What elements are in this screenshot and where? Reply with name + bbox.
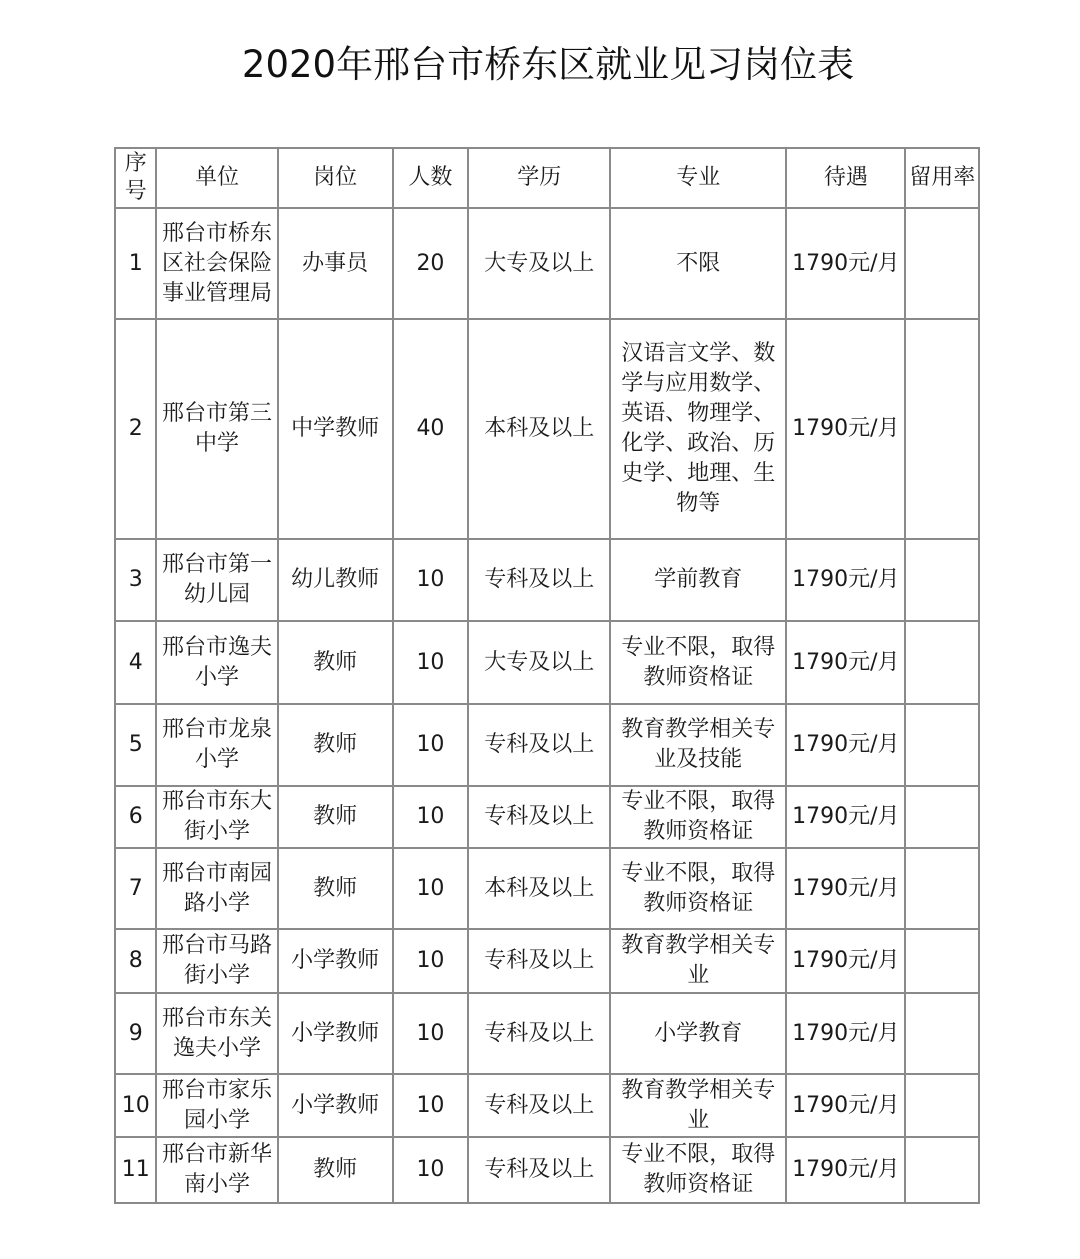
header-count: 人数 bbox=[393, 148, 469, 208]
cell-seq: 3 bbox=[115, 539, 156, 621]
cell-retention bbox=[905, 929, 979, 993]
cell-seq: 10 bbox=[115, 1074, 156, 1137]
cell-count: 10 bbox=[393, 929, 469, 993]
cell-pay: 1790元/月 bbox=[786, 848, 905, 929]
table-row bbox=[115, 1137, 979, 1203]
header-pay: 待遇 bbox=[786, 148, 905, 208]
header-major: 专业 bbox=[610, 148, 786, 208]
cell-seq: 2 bbox=[115, 319, 156, 539]
cell-major: 学前教育 bbox=[610, 539, 786, 621]
table-row bbox=[115, 929, 979, 993]
cell-unit: 邢台市第一幼儿园 bbox=[156, 539, 277, 621]
cell-unit: 邢台市东关逸夫小学 bbox=[156, 993, 277, 1074]
cell-count: 10 bbox=[393, 1074, 469, 1137]
cell-pay: 1790元/月 bbox=[786, 993, 905, 1074]
cell-major: 教育教学相关专业 bbox=[610, 929, 786, 993]
cell-unit: 邢台市东大街小学 bbox=[156, 786, 277, 848]
cell-education: 专科及以上 bbox=[468, 993, 610, 1074]
cell-retention bbox=[905, 539, 979, 621]
table-row bbox=[115, 704, 979, 786]
cell-seq: 11 bbox=[115, 1137, 156, 1203]
cell-post: 幼儿教师 bbox=[278, 539, 393, 621]
cell-education: 大专及以上 bbox=[468, 208, 610, 319]
cell-pay: 1790元/月 bbox=[786, 208, 905, 319]
cell-retention bbox=[905, 621, 979, 704]
internship-positions-table bbox=[114, 147, 980, 1204]
header-post: 岗位 bbox=[278, 148, 393, 208]
cell-unit: 邢台市马路街小学 bbox=[156, 929, 277, 993]
cell-major: 教育教学相关专业及技能 bbox=[610, 704, 786, 786]
cell-unit: 邢台市桥东区社会保险事业管理局 bbox=[156, 208, 277, 319]
cell-post: 办事员 bbox=[278, 208, 393, 319]
cell-retention bbox=[905, 993, 979, 1074]
cell-unit: 邢台市第三中学 bbox=[156, 319, 277, 539]
cell-seq: 4 bbox=[115, 621, 156, 704]
cell-pay: 1790元/月 bbox=[786, 621, 905, 704]
cell-post: 教师 bbox=[278, 1137, 393, 1203]
cell-education: 专科及以上 bbox=[468, 539, 610, 621]
cell-post: 教师 bbox=[278, 786, 393, 848]
cell-seq: 8 bbox=[115, 929, 156, 993]
header-retention: 留用率 bbox=[905, 148, 979, 208]
cell-pay: 1790元/月 bbox=[786, 1137, 905, 1203]
header-seq: 序号 bbox=[115, 148, 156, 208]
cell-major: 专业不限，取得教师资格证 bbox=[610, 1137, 786, 1203]
table-row bbox=[115, 848, 979, 929]
cell-post: 小学教师 bbox=[278, 929, 393, 993]
cell-pay: 1790元/月 bbox=[786, 1074, 905, 1137]
cell-unit: 邢台市家乐园小学 bbox=[156, 1074, 277, 1137]
cell-count: 10 bbox=[393, 848, 469, 929]
cell-education: 本科及以上 bbox=[468, 319, 610, 539]
table-row bbox=[115, 1074, 979, 1137]
cell-education: 大专及以上 bbox=[468, 621, 610, 704]
cell-count: 10 bbox=[393, 621, 469, 704]
cell-retention bbox=[905, 786, 979, 848]
cell-count: 10 bbox=[393, 1137, 469, 1203]
cell-count: 10 bbox=[393, 993, 469, 1074]
cell-education: 专科及以上 bbox=[468, 1137, 610, 1203]
cell-education: 专科及以上 bbox=[468, 1074, 610, 1137]
cell-seq: 6 bbox=[115, 786, 156, 848]
cell-retention bbox=[905, 848, 979, 929]
cell-retention bbox=[905, 1137, 979, 1203]
cell-count: 10 bbox=[393, 786, 469, 848]
cell-education: 专科及以上 bbox=[468, 929, 610, 993]
cell-post: 小学教师 bbox=[278, 993, 393, 1074]
cell-retention bbox=[905, 1074, 979, 1137]
cell-post: 教师 bbox=[278, 848, 393, 929]
cell-unit: 邢台市龙泉小学 bbox=[156, 704, 277, 786]
cell-major: 专业不限，取得教师资格证 bbox=[610, 786, 786, 848]
cell-unit: 邢台市逸夫小学 bbox=[156, 621, 277, 704]
cell-pay: 1790元/月 bbox=[786, 704, 905, 786]
cell-count: 10 bbox=[393, 704, 469, 786]
document-title: 2020年邢台市桥东区就业见习岗位表 bbox=[241, 43, 855, 86]
cell-post: 小学教师 bbox=[278, 1074, 393, 1137]
cell-pay: 1790元/月 bbox=[786, 786, 905, 848]
table-row bbox=[115, 208, 979, 319]
cell-retention bbox=[905, 319, 979, 539]
cell-education: 本科及以上 bbox=[468, 848, 610, 929]
cell-pay: 1790元/月 bbox=[786, 319, 905, 539]
cell-major: 不限 bbox=[610, 208, 786, 319]
cell-post: 教师 bbox=[278, 704, 393, 786]
table-row bbox=[115, 621, 979, 704]
cell-major: 专业不限，取得教师资格证 bbox=[610, 621, 786, 704]
table-header-row bbox=[115, 148, 979, 208]
cell-seq: 9 bbox=[115, 993, 156, 1074]
table-row bbox=[115, 319, 979, 539]
cell-pay: 1790元/月 bbox=[786, 929, 905, 993]
cell-count: 10 bbox=[393, 539, 469, 621]
cell-major: 专业不限，取得教师资格证 bbox=[610, 848, 786, 929]
table-row bbox=[115, 539, 979, 621]
cell-major: 小学教育 bbox=[610, 993, 786, 1074]
cell-retention bbox=[905, 208, 979, 319]
cell-major: 教育教学相关专业 bbox=[610, 1074, 786, 1137]
cell-seq: 5 bbox=[115, 704, 156, 786]
cell-unit: 邢台市新华南小学 bbox=[156, 1137, 277, 1203]
cell-seq: 7 bbox=[115, 848, 156, 929]
cell-pay: 1790元/月 bbox=[786, 539, 905, 621]
cell-major: 汉语言文学、数学与应用数学、英语、物理学、化学、政治、历史学、地理、生物等 bbox=[610, 319, 786, 539]
cell-retention bbox=[905, 704, 979, 786]
cell-education: 专科及以上 bbox=[468, 786, 610, 848]
cell-count: 40 bbox=[393, 319, 469, 539]
cell-post: 中学教师 bbox=[278, 319, 393, 539]
header-education: 学历 bbox=[468, 148, 610, 208]
header-unit: 单位 bbox=[156, 148, 277, 208]
cell-unit: 邢台市南园路小学 bbox=[156, 848, 277, 929]
cell-count: 20 bbox=[393, 208, 469, 319]
table-row bbox=[115, 993, 979, 1074]
cell-post: 教师 bbox=[278, 621, 393, 704]
table-row bbox=[115, 786, 979, 848]
cell-education: 专科及以上 bbox=[468, 704, 610, 786]
cell-seq: 1 bbox=[115, 208, 156, 319]
